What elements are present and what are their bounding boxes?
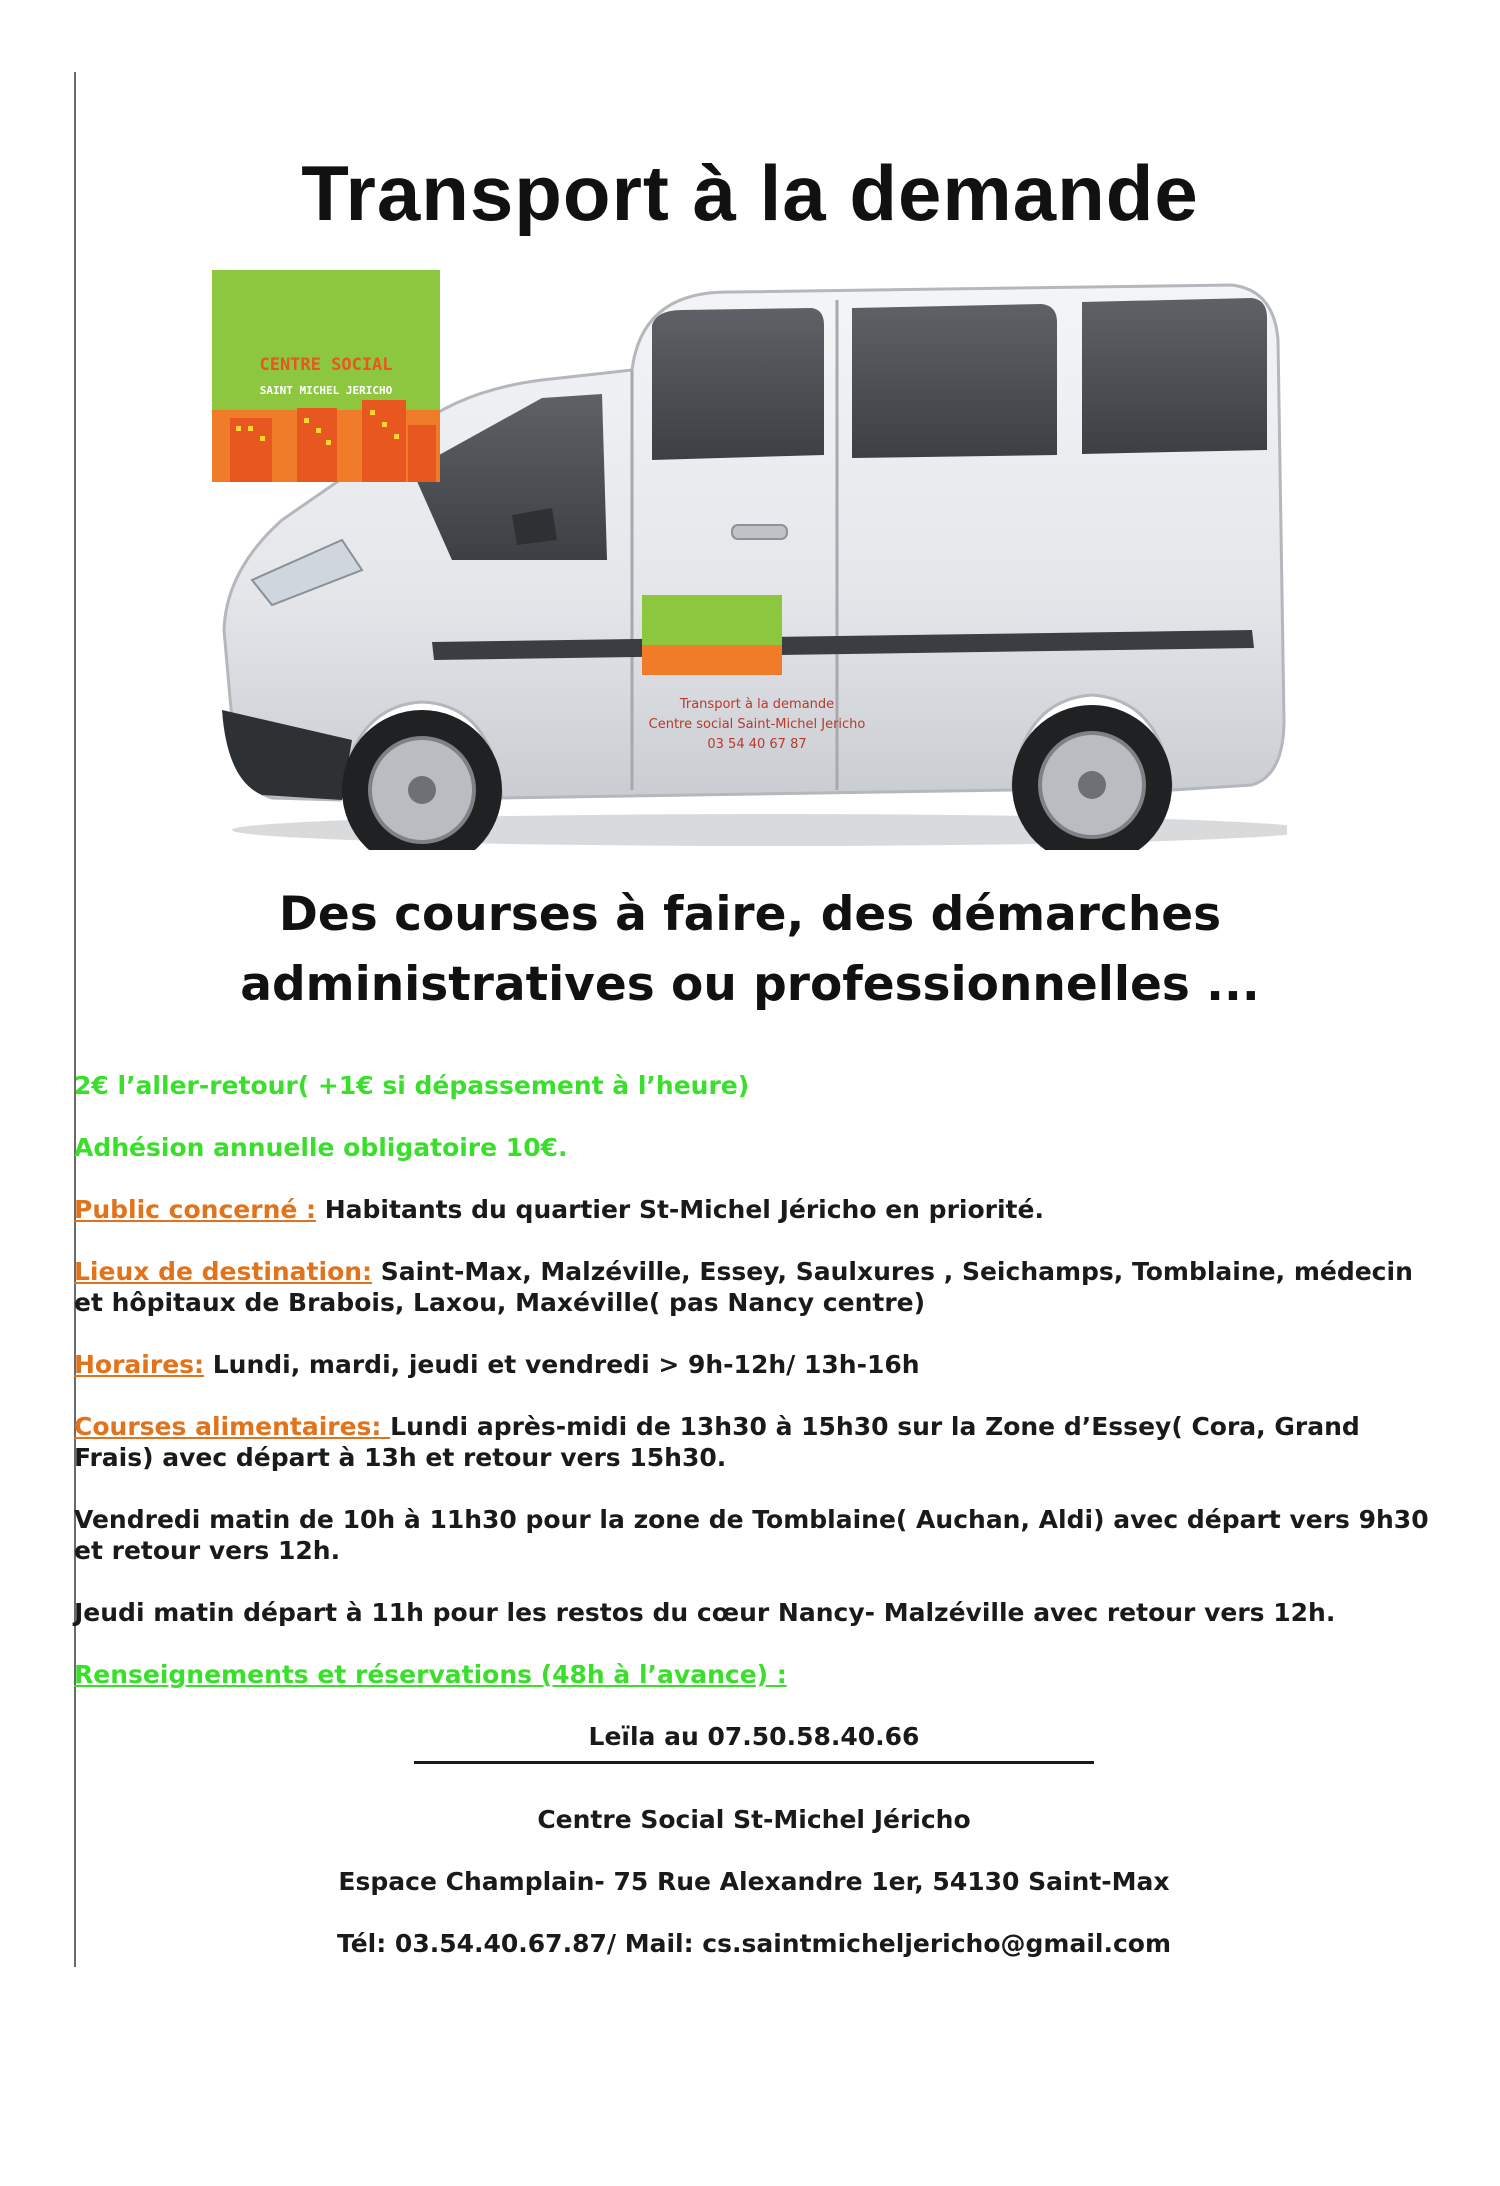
divider-rule: [414, 1761, 1094, 1764]
price-text: 2€ l’aller-retour( +1€ si dépassement à l’heure): [74, 1071, 750, 1100]
van-decal-line1: Transport à la demande: [679, 697, 835, 712]
groceries-label: Courses alimentaires:: [74, 1412, 391, 1441]
destinations-label: Lieux de destination:: [74, 1257, 373, 1286]
content-body: [74, 1070, 1434, 1990]
address-text: Espace Champlain- 75 Rue Alexandre 1er, 54130 Saint-Max: [338, 1867, 1170, 1896]
org-name: Centre Social St-Michel Jéricho: [537, 1805, 971, 1834]
destinations-text: Saint-Max, Malzéville, Essey, Saulxures , Seichamps, Tomblaine, médecin et hôpitaux de Brabois, Laxou, Maxéville( pas Nancy centre): [74, 1257, 1413, 1317]
logo-line2: SAINT MICHEL JERICHO: [259, 384, 393, 397]
contact-line: Tél: 03.54.40.67.87/ Mail: cs.saintmicheljericho@gmail.com: [336, 1929, 1172, 1958]
contact-person: Leïla au 07.50.58.40.66: [588, 1722, 920, 1751]
hours-text: Lundi, mardi, jeudi et vendredi > 9h-12h/ 13h-16h: [204, 1350, 920, 1379]
membership-text: Adhésion annuelle obligatoire 10€.: [74, 1133, 568, 1162]
public-text: Habitants du quartier St-Michel Jéricho en priorité.: [316, 1195, 1044, 1224]
subtitle-line2: administratives ou professionnelles ...: [240, 957, 1260, 1012]
destinations-paragraph: [74, 1256, 1434, 1318]
logo-line1: CENTRE SOCIAL: [259, 355, 393, 375]
van-decal-line2: Centre social Saint-Michel Jericho: [648, 717, 866, 732]
hours-label: Horaires:: [74, 1350, 205, 1379]
info-label: Renseignements et réservations (48h à l’avance) :: [74, 1660, 787, 1689]
subtitle-line1: Des courses à faire, des démarches: [278, 887, 1222, 942]
thursday-text: Jeudi matin départ à 11h pour les restos du cœur Nancy- Malzéville avec retour vers 12h.: [74, 1598, 1336, 1627]
public-paragraph: [74, 1194, 1434, 1225]
centre-social-logo: [212, 270, 440, 482]
friday-text: Vendredi matin de 10h à 11h30 pour la zone de Tomblaine( Auchan, Aldi) avec départ vers 9h30 et retour vers 12h.: [74, 1505, 1429, 1565]
hours-paragraph: [74, 1349, 1434, 1380]
page-title: Transport à la demande: [301, 149, 1199, 237]
van-decal-line3: 03 54 40 67 87: [707, 737, 807, 752]
public-label: Public concerné :: [74, 1195, 317, 1224]
groceries-text: Lundi après-midi de 13h30 à 15h30 sur la Zone d’Essey( Cora, Grand Frais) avec départ à 13h et retour vers 15h30.: [74, 1412, 1360, 1472]
groceries-paragraph: [74, 1411, 1434, 1473]
subtitle: [0, 880, 1500, 1020]
